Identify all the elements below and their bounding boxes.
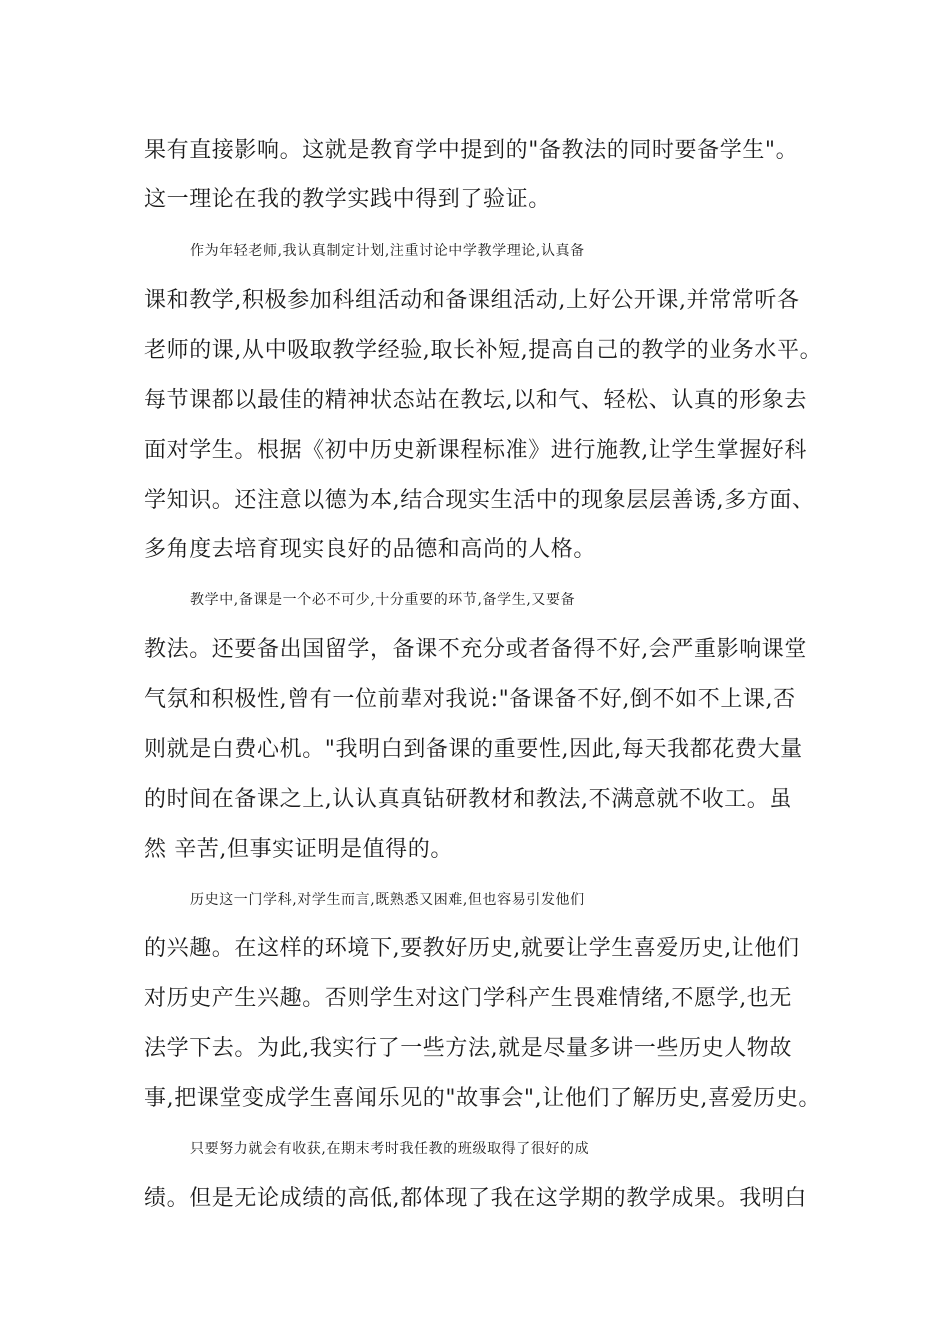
paragraph-first-line: 历史这一门学科,对学生而言,既熟悉又困难,但也容易引发他们	[190, 892, 585, 908]
paragraph-first-line: 教学中,备课是一个必不可少,十分重要的环节,备学生,又要备	[190, 592, 576, 608]
paragraph-first-line: 作为年轻老师,我认真制定计划,注重讨论中学教学理论,认真备	[190, 243, 585, 259]
text-line: 然 辛苦,但事实证明是值得的。	[144, 837, 453, 862]
text-line: 果有直接影响。这就是教育学中提到的"备教法的同时要备学生"。	[144, 138, 799, 163]
text-line: 老师的课,从中吸取教学经验,取长补短,提高自己的教学的业务水平。	[144, 338, 823, 363]
text-line: 对历史产生兴趣。否则学生对这门学科产生畏难情绪,不愿学,也无	[144, 986, 792, 1011]
text-line: 学知识。还注意以德为本,结合现实生活中的现象层层善诱,多方面、	[144, 488, 815, 513]
text-line: 这一理论在我的教学实践中得到了验证。	[144, 187, 551, 212]
text-line: 面对学生。根据《初中历史新课程标准》进行施教,让学生掌握好科	[144, 438, 807, 463]
text-line: 每节课都以最佳的精神状态站在教坛,以和气、轻松、认真的形象去	[144, 388, 807, 413]
text-line: 的时间在备课之上,认认真真钻研教材和教法,不满意就不收工。虽	[144, 787, 792, 812]
text-line: 教法。还要备出国留学，备课不充分或者备得不好,会严重影响课堂	[144, 637, 807, 662]
text-line: 事,把课堂变成学生喜闻乐见的"故事会",让他们了解历史,喜爱历史。	[144, 1086, 822, 1111]
text-line: 多角度去培育现实良好的品德和高尚的人格。	[144, 537, 597, 562]
text-line: 气氛和积极性,曾有一位前辈对我说:"备课备不好,倒不如不上课,否	[144, 687, 796, 712]
text-line: 的兴趣。在这样的环境下,要教好历史,就要让学生喜爱历史,让他们	[144, 936, 800, 961]
text-line: 绩。但是无论成绩的高低,都体现了我在这学期的教学成果。我明白	[144, 1186, 807, 1211]
paragraph-first-line: 只要努力就会有收获,在期末考时我任教的班级取得了很好的成	[190, 1141, 590, 1157]
text-line: 课和教学,积极参加科组活动和备课组活动,上好公开课,并常常听各	[144, 288, 800, 313]
text-line: 则就是白费心机。"我明白到备课的重要性,因此,每天我都花费大量	[144, 737, 803, 762]
text-line: 法学下去。为此,我实行了一些方法,就是尽量多讲一些历史人物故	[144, 1036, 792, 1061]
